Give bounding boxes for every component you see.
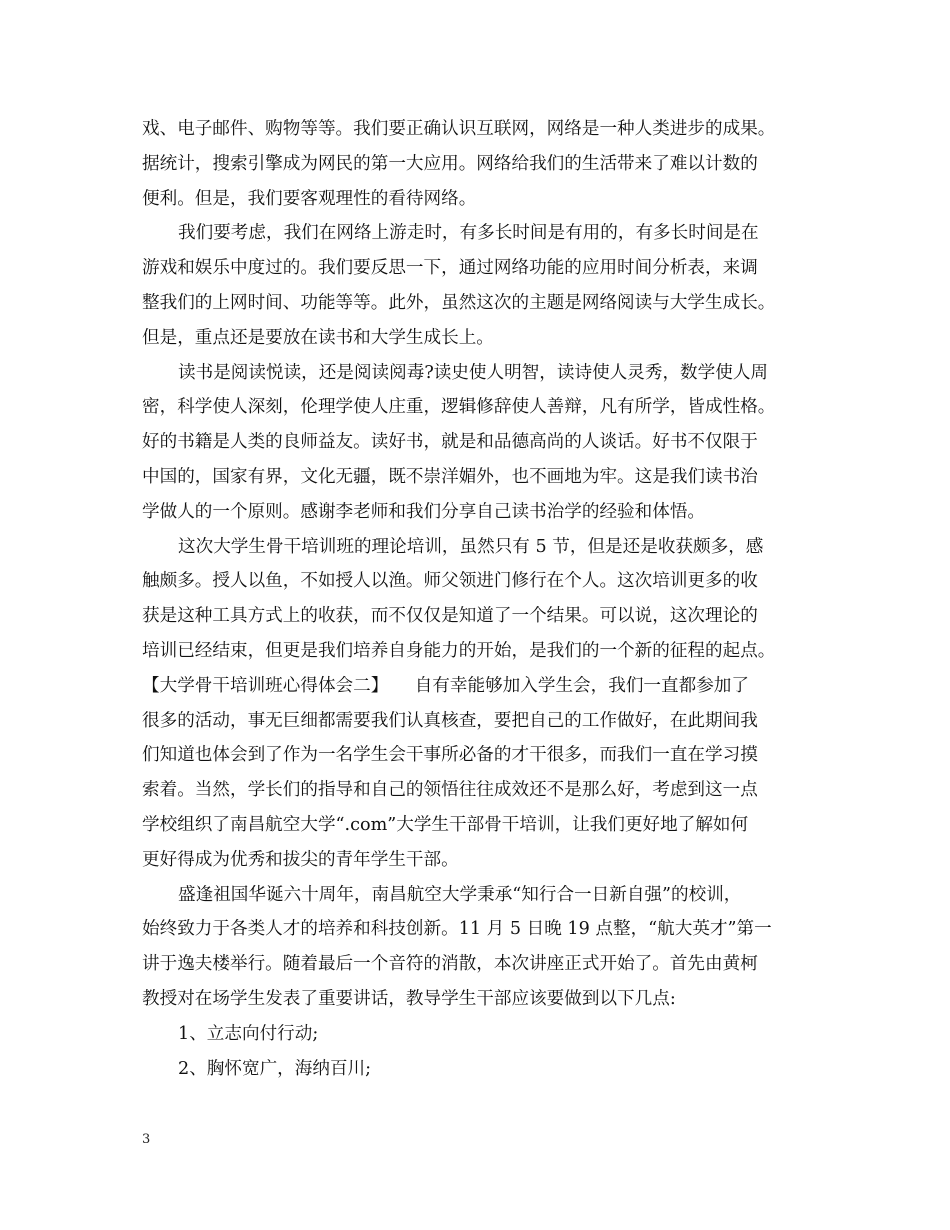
text-line: 这次大学生骨干培训班的理论培训，虽然只有 5 节，但是还是收获颇多，感	[178, 536, 764, 557]
text-line: 获是这种工具方式上的收获，而不仅仅是知道了一个结果。可以说，这次理论的	[142, 606, 758, 627]
text-line: 整我们的上网时间、功能等等。此外，虽然这次的主题是网络阅读与大学生成长。	[142, 292, 776, 313]
text-line: 1、立志向付行动;	[178, 1023, 319, 1044]
text-line: 据统计，搜索引擎成为网民的第一大应用。网络给我们的生活带来了难以计数的	[142, 153, 758, 174]
text-line: 们知道也体会到了作为一名学生会干事所必备的才干很多，而我们一直在学习摸	[142, 745, 758, 766]
text-line: 培训已经结束，但更是我们培养自身能力的开始，是我们的一个新的征程的起点。	[142, 640, 776, 661]
text-line: 很多的活动，事无巨细都需要我们认真核查，要把自己的工作做好，在此期间我	[142, 710, 758, 731]
text-line: 【大学骨干培训班心得体会二】 自有幸能够加入学生会，我们一直都参加了	[142, 675, 749, 696]
text-line: 索着。当然，学长们的指导和自己的领悟往往成效还不是那么好，考虑到这一点	[142, 780, 758, 801]
body-text	[142, 112, 802, 1086]
text-line: 盛逢祖国华诞六十周年，南昌航空大学秉承“知行合一日新自强”的校训，	[178, 884, 742, 905]
text-line: 戏、电子邮件、购物等等。我们要正确认识互联网，网络是一种人类进步的成果。	[142, 119, 776, 139]
text-line: 始终致力于各类人才的培养和科技创新。11 月 5 日晚 19 点整，“航大英才”第一	[142, 919, 772, 940]
text-line: 2、胸怀宽广，海纳百川;	[178, 1058, 372, 1079]
text-line: 游戏和娱乐中度过的。我们要反思一下，通过网络功能的应用时间分析表，来调	[142, 258, 758, 279]
text-line: 学做人的一个原则。感谢李老师和我们分享自己读书治学的经验和体悟。	[142, 501, 706, 522]
text-line: 学校组织了南昌航空大学“.com”大学生干部骨干培训，让我们更好地了解如何	[142, 814, 749, 835]
text-line: 好的书籍是人类的良师益友。读好书，就是和品德高尚的人谈话。好书不仅限于	[142, 432, 758, 453]
text-line: 触颇多。授人以鱼，不如授人以渔。师父领进门修行在个人。这次培训更多的收	[142, 571, 758, 592]
text-line: 更好得成为优秀和拔尖的青年学生干部。	[142, 849, 459, 870]
text-line: 密，科学使人深刻，伦理学使人庄重，逻辑修辞使人善辩，凡有所学，皆成性格。	[142, 397, 776, 418]
text-line: 读书是阅读悦读，还是阅读阅毒?读史使人明智，读诗使人灵秀，数学使人周	[178, 362, 769, 383]
text-line: 但是，重点还是要放在读书和大学生成长上。	[142, 327, 494, 348]
text-line: 教授对在场学生发表了重要讲话，教导学生干部应该要做到以下几点:	[142, 988, 676, 1009]
page-number: 3	[142, 1132, 151, 1147]
text-line: 讲于逸夫楼举行。随着最后一个音符的消散，本次讲座正式开始了。首先由黄柯	[142, 954, 758, 975]
text-line: 我们要考虑，我们在网络上游走时，有多长时间是有用的，有多长时间是在	[178, 223, 759, 244]
text-line: 便利。但是，我们要客观理性的看待网络。	[142, 188, 477, 209]
text-line: 中国的，国家有界，文化无疆，既不崇洋媚外，也不画地为牢。这是我们读书治	[142, 466, 758, 487]
